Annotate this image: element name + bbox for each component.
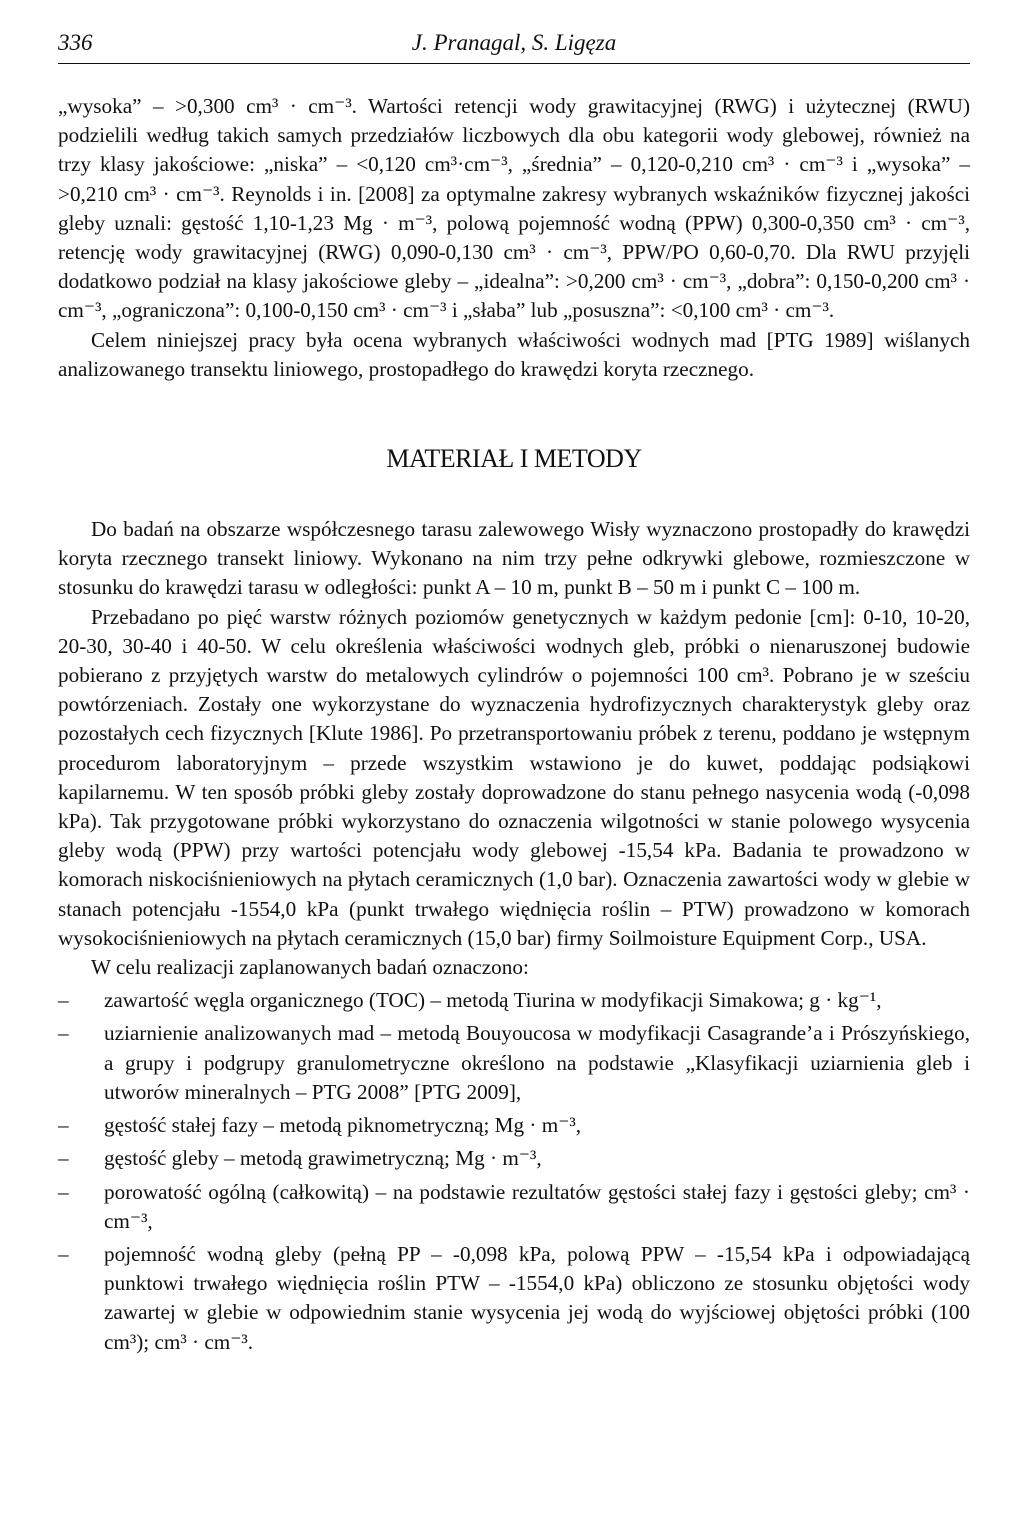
- paragraph: Do badań na obszarze współczesnego tarasu zalewowego Wisły wyznaczono prostopadły do krawędzi koryta rzecznego transekt liniowy. Wykonano na nim trzy pełne odkrywki glebowe, rozmieszczone w stosunku do krawędzi tarasu w odległości: punkt A – 10 m, punkt B – 50 m i punkt C – 100 m.: [58, 517, 970, 600]
- list-dash: –: [58, 988, 69, 1013]
- list-item: [58, 1240, 970, 1357]
- list-item-text: porowatość ogólną (całkowitą) – na podstawie rezultatów gęstości stałej fazy i gęstości gleby; cm³ · cm⁻³,: [104, 1179, 970, 1233]
- list-item: [58, 986, 970, 1015]
- list-item-text: gęstość stałej fazy – metodą piknometryczną; Mg · m⁻³,: [104, 1113, 582, 1138]
- section-heading: MATERIAŁ I METODY: [386, 444, 642, 474]
- page-header: [58, 30, 970, 64]
- list-item-text: uziarnienie analizowanych mad – metodą Bouyoucosa w modyfikacji Casagrande’a i Prószyńskiego, a grupy i podgrupy granulometryczne określono na podstawie „Klasyfikacji uziarnienia gleb i utworów mineralnych – PTG 2008” [PTG 2009],: [104, 1021, 970, 1104]
- article-body: [58, 92, 970, 1357]
- running-head: J. Pranagal, S. Ligęza: [411, 30, 617, 55]
- list-item-text: gęstość gleby – metodą grawimetryczną; Mg · m⁻³,: [104, 1146, 542, 1171]
- list-item: [58, 1178, 970, 1236]
- paragraph: Celem niniejszej pracy była ocena wybranych właściwości wodnych mad [PTG 1989] wiślanych analizowanego transektu liniowego, prostopadłego do krawędzi koryta rzecznego.: [58, 327, 970, 381]
- paragraph: „wysoka” – >0,300 cm³ · cm⁻³. Wartości retencji wody grawitacyjnej (RWG) i użytecznej (RWU) podzielili według takich samych przedziałów liczbowych dla obu kategorii wody glebowej, również na trzy klasy jakościowe: „niska” – <0,120 cm³·cm⁻³, „średnia” – 0,120-0,210 cm³ · cm⁻³ i „wysoka” – >0,210 cm³ · cm⁻³. Reynolds i in. [2008] za optymalne zakresy wybranych wskaźników fizycznej jakości gleby uznali: gęstość 1,10-1,23 Mg · m⁻³, polową pojemność wodną (PPW) 0,300-0,350 cm³ · cm⁻³, retencję wody grawitacyjnej (RWG) 0,090-0,130 cm³ · cm⁻³, PPW/PO 0,60-0,70. Dla RWU przyjęli dodatkowo podział na klasy jakościowe gleby – „idealna”: >0,200 cm³ · cm⁻³, „dobra”: 0,150-0,200 cm³ · cm⁻³, „ograniczona”: 0,100-0,150 cm³ · cm⁻³ i „słaba” lub „posuszna”: <0,100 cm³ · cm⁻³.: [58, 94, 970, 323]
- page-number: 336: [58, 30, 93, 55]
- paragraph: Przebadano po pięć warstw różnych poziomów genetycznych w każdym pedonie [cm]: 0-10, 10-20, 20-30, 30-40 i 40-50. W celu określenia właściwości wodnych gleb, próbki o nienaruszonej budowie pobierano z przyjętych warstw do metalowych cylindrów o pojemności 100 cm³. Pobrano je w sześciu powtórzeniach. Zostały one wykorzystane do wyznaczenia hydrofizycznych charakterystyk gleby oraz pozostałych cech fizycznych [Klute 1986]. Po przetransportowaniu próbek z terenu, poddano je wstępnym procedurom laboratoryjnym – przede wszystkim wstawiono je do kuwet, poddając podsiąkowi kapilarnemu. W ten sposób próbki gleby zostały doprowadzone do stanu pełnego nasycenia wodą (-0,098 kPa). Tak przygotowane próbki wykorzystano do oznaczenia wilgotności w stanie polowego wysycenia gleby wodą (PPW) przy wartości potencjału wody glebowej -15,54 kPa. Badania te prowadzono w komorach niskociśnieniowych na płytach ceramicznych (1,0 bar). Oznaczenia zawartości wody w glebie w stanach potencjału -1554,0 kPa (punkt trwałego więdnięcia roślin – PTW) prowadzono w komorach wysokociśnieniowych na płytach ceramicznych (15,0 bar) firmy Soilmoisture Equipment Corp., USA.: [58, 604, 970, 950]
- header-rule: [58, 63, 970, 64]
- list-dash: –: [58, 1146, 69, 1171]
- list-dash: –: [58, 1113, 69, 1138]
- list-dash: –: [58, 1179, 69, 1204]
- list-dash: –: [58, 1021, 69, 1046]
- list-item: [58, 1144, 970, 1173]
- list-item: [58, 1111, 970, 1140]
- methods-list: [58, 986, 970, 1356]
- list-item-text: zawartość węgla organicznego (TOC) – metodą Tiurina w modyfikacji Simakowa; g · kg⁻¹,: [104, 988, 882, 1013]
- list-dash: –: [58, 1241, 69, 1266]
- list-item-text: pojemność wodną gleby (pełną PP – -0,098 kPa, polową PPW – -15,54 kPa i odpowiadającą punktowi trwałego więdnięcia roślin PTW – -1554,0 kPa) obliczono ze stosunku objętości wody zawartej w glebie w odpowiednim stanie wysycenia jej wodą do wyjściowej objętości próbki (100 cm³); cm³ · cm⁻³.: [104, 1241, 970, 1354]
- list-item: [58, 1019, 970, 1107]
- paragraph: W celu realizacji zaplanowanych badań oznaczono:: [91, 955, 529, 980]
